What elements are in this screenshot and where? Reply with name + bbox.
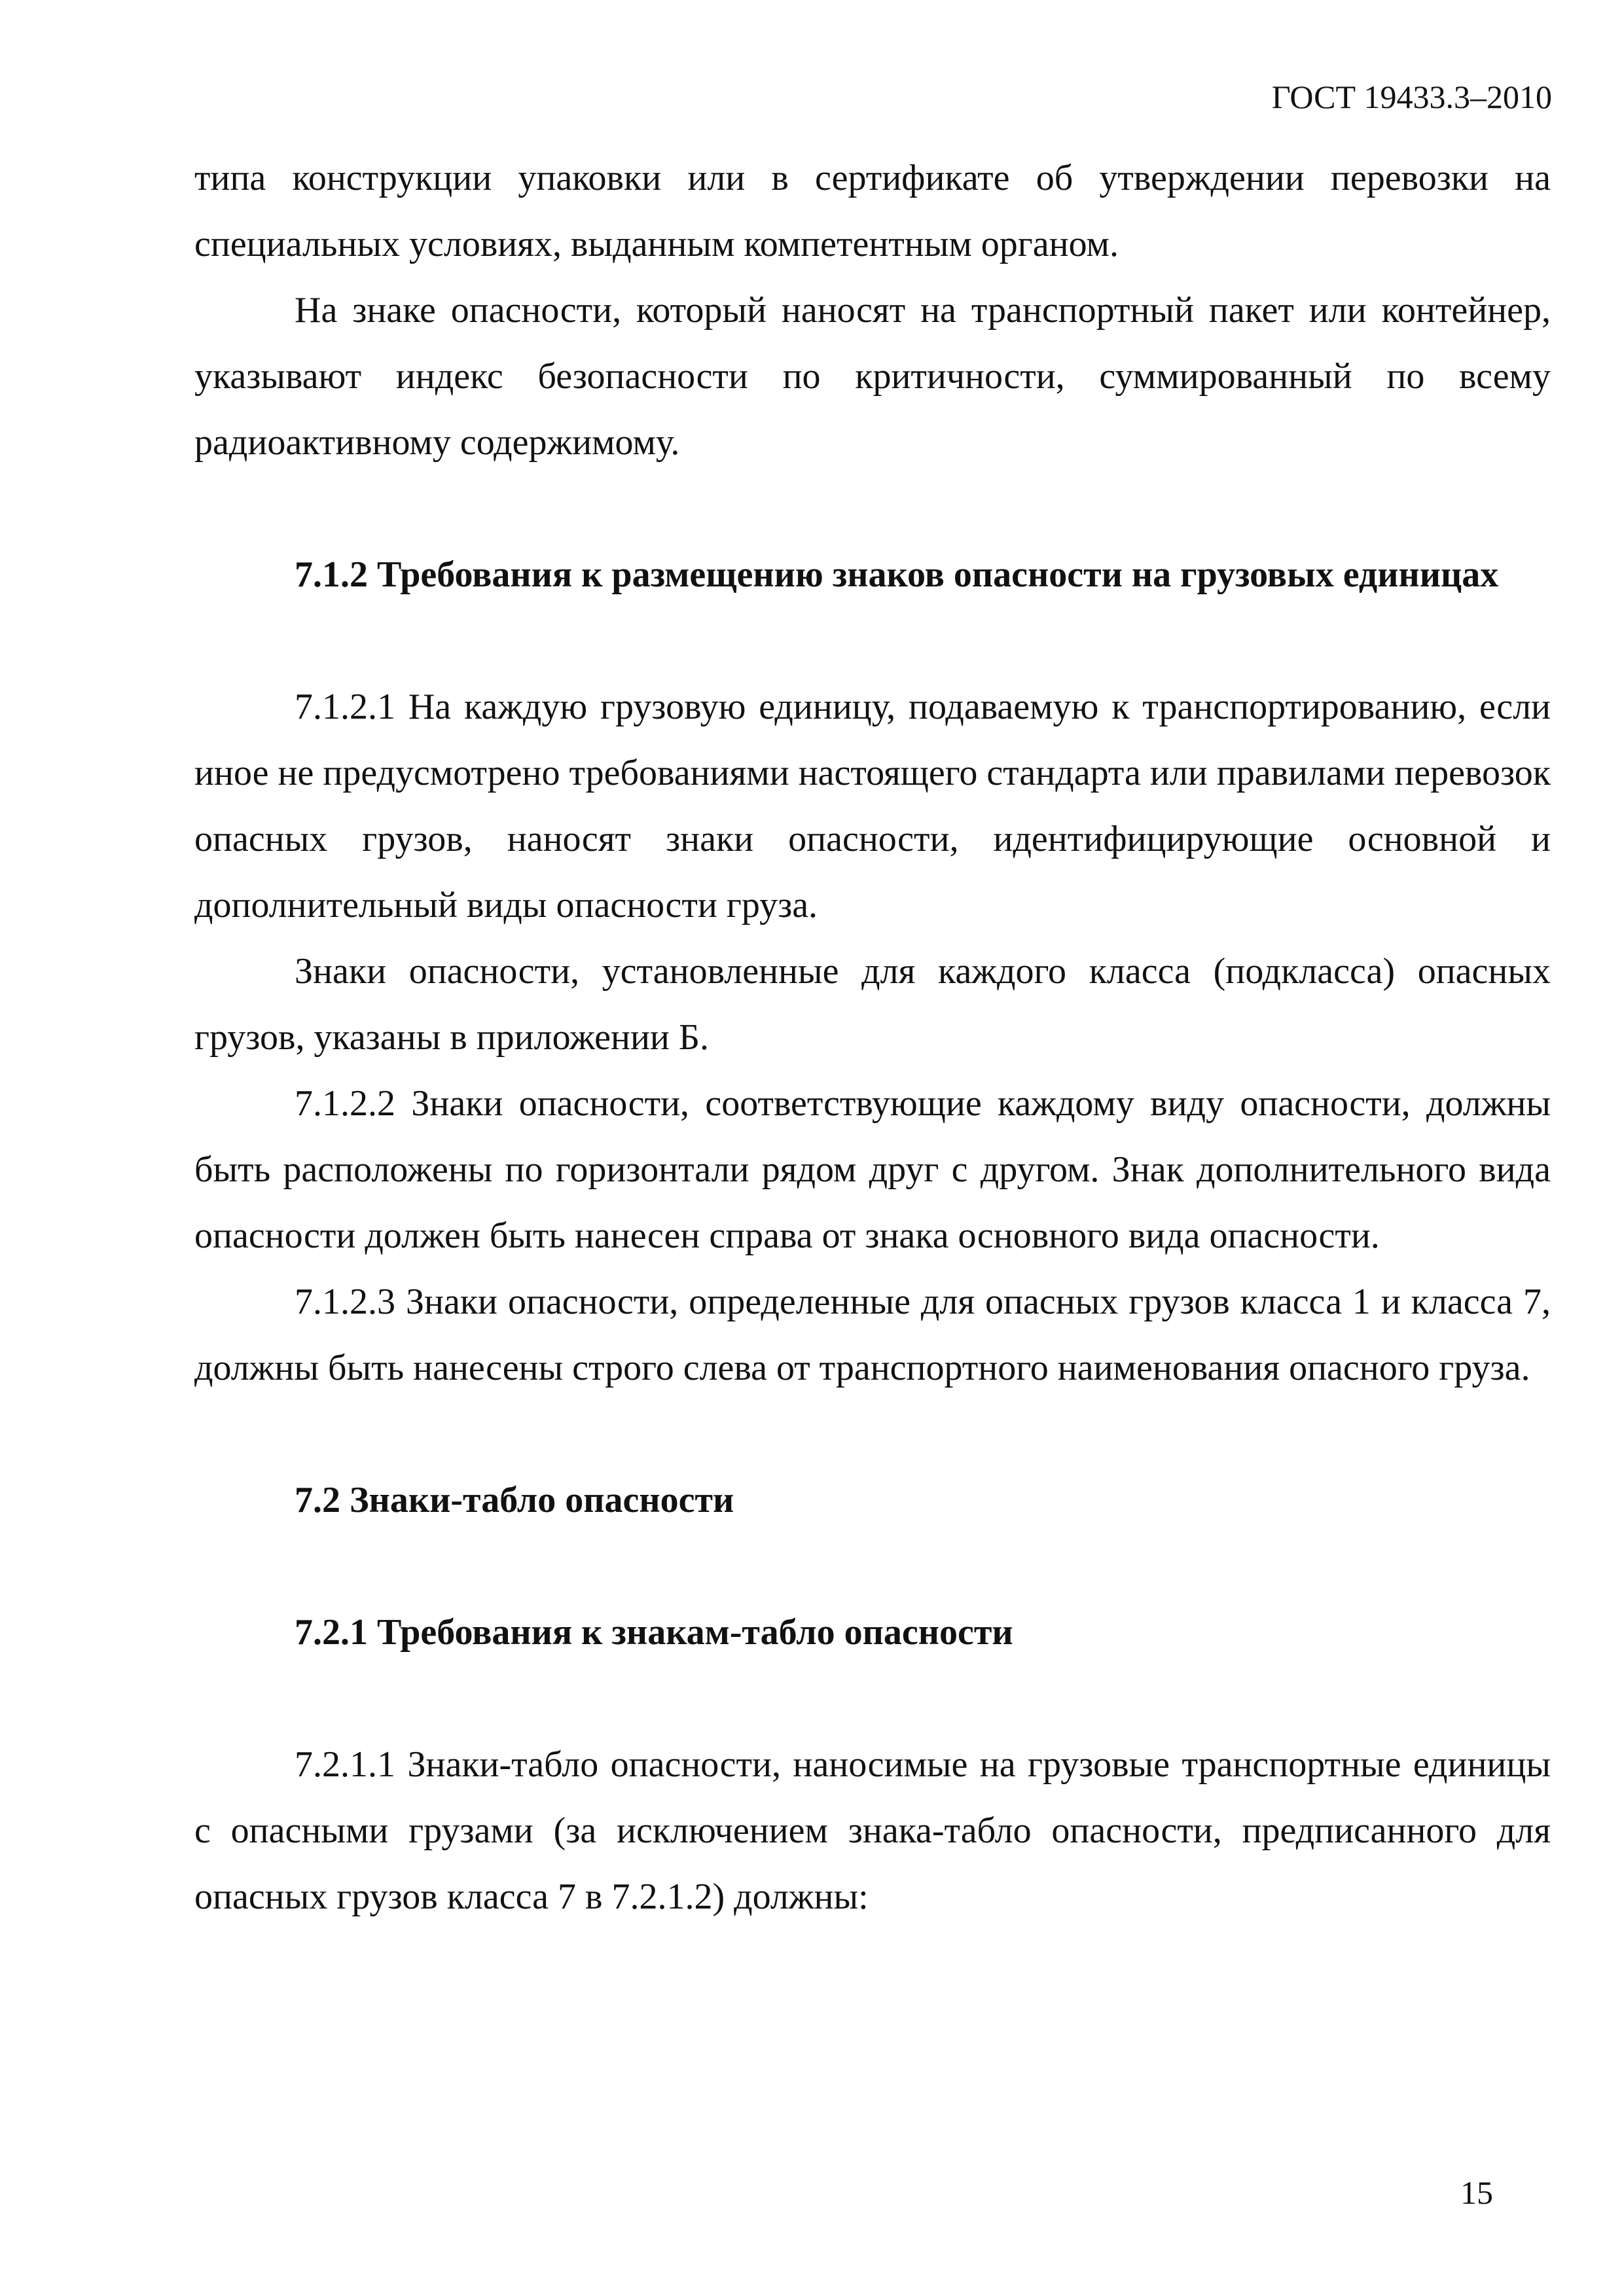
- page-number: 15: [1460, 2174, 1493, 2211]
- paragraph-7-1-2-1: 7.1.2.1 На каждую грузовую единицу, подаваемую к транспортированию, если иное не предусмотрено требованиями настоящего стандарта или правилами перевозок опасных грузов, наносят знаки опасности, идентифицирующие основной и дополнительный виды опасности груза.: [194, 687, 1551, 925]
- paragraph-7-1-2-1-appendix: Знаки опасности, установленные для каждого класса (подкласса) опасных грузов, указаны в приложении Б.: [194, 951, 1551, 1058]
- paragraph-7-1-2-3: 7.1.2.3 Знаки опасности, определенные для опасных грузов класса 1 и класса 7, должны быть нанесены строго слева от транспортного наименования опасного груза.: [194, 1282, 1551, 1388]
- paragraph-hazard-sign-container: На знаке опасности, который наносят на транспортный пакет или контейнер, указывают индекс безопасности по критичности, суммированный по всему радиоактивному содержимому.: [194, 290, 1551, 463]
- paragraph-7-1-2-2: 7.1.2.2 Знаки опасности, соответствующие каждому виду опасности, должны быть расположены по горизонтали рядом друг с другом. Знак дополнительного вида опасности должен быть нанесен справа от знака основного вида опасности.: [194, 1083, 1551, 1256]
- document-code-header: ГОСТ 19433.3–2010: [1271, 79, 1552, 115]
- heading-7-2: 7.2 Знаки-табло опасности: [295, 1480, 734, 1520]
- paragraph-7-2-1-1: 7.2.1.1 Знаки-табло опасности, наносимые на грузовые транспортные единицы с опасными грузами (за исключением знака-табло опасности, предписанного для опасных грузов класса 7 в 7.2.1.2) должны:: [194, 1744, 1551, 1917]
- page-body: [194, 145, 1551, 1930]
- heading-7-1-2: 7.1.2 Требования к размещению знаков опасности на грузовых единицах: [295, 554, 1499, 595]
- heading-7-2-1: 7.2.1 Требования к знакам-табло опасности: [295, 1612, 1013, 1653]
- paragraph-continuation: типа конструкции упаковки или в сертификате об утверждении перевозки на специальных условиях, выданным компетентным органом.: [194, 158, 1551, 264]
